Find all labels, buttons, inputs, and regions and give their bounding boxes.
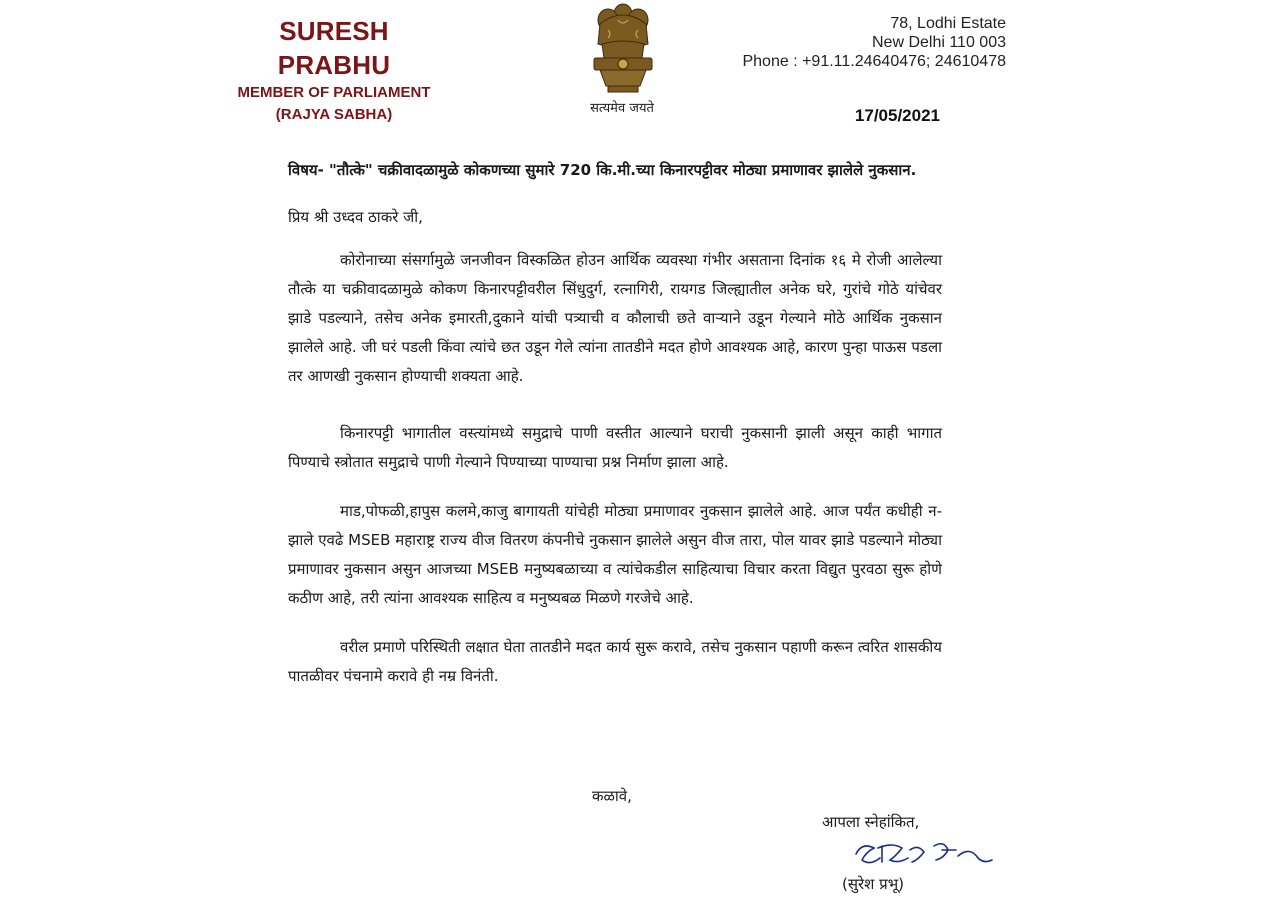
letter-salutation: प्रिय श्री उध्दव ठाकरे जी, — [288, 208, 423, 226]
address-line-2: New Delhi 110 003 — [871, 34, 1006, 51]
letterhead-sender — [220, 14, 448, 126]
closing-kalave: कळावे, — [592, 787, 632, 805]
letter-subject: विषय- "तौत्के" चक्रीवादळामुळे कोकणच्या सुमारे 720 कि.मी.च्या किनारपट्टीवर मोठ्या प्रमाणावर झालेले नुकसान. — [288, 161, 917, 179]
signed-name: (सुरेश प्रभू) — [842, 875, 905, 893]
handwritten-signature — [852, 836, 994, 872]
letter-paragraph-4: वरील प्रमाणे परिस्थिती लक्षात घेता तातडीने मदत कार्य सुरू करावे, तसेच नुकसान पहाणी करून त्वरित शासकीय पातळीवर पंचनामे करावे ही नम्र विनंती. — [288, 638, 942, 685]
letter-paragraph-3: माड,पोफळी,हापुस कलमे,काजु बागायती यांचेही मोठ्या प्रमाणावर नुकसान झालेले आहे. आज पर्यंत कधीही न-झाले एवढे MSEB महाराष्ट्र राज्य वीज वितरण कंपनीचे नुकसान झालेले असुन वीज तारा, पोल यावर झाडे पडल्याने मोठ्या प्रमाणावर नुकसान असुन आजच्या MSEB मनुष्यबळाच्या व त्यांचेकडील साहित्याचा विचार करता विद्युत पुरवठा सुरू होणे कठीण आहे, तरी त्यांना आवश्यक साहित्य व मनुष्यबळ मिळणे गरजेचे आहे. — [288, 502, 942, 607]
emblem-motto: सत्यमेव जयते — [590, 101, 654, 116]
letter-paragraph-1: कोरोनाच्या संसर्गामुळे जनजीवन विस्कळित होउन आर्थिक व्यवस्था गंभीर असताना दिनांक १६ मे रोजी आलेल्या तौत्के या चक्रीवादळामुळे कोकण किनारपट्टीवरील सिंधुदुर्ग, रत्नागिरी, रायगड जिल्ह्यातील अनेक घरे, गुरांचे गोठे यांचेवर झाडे पडल्याने, तसेच अनेक इमारती,दुकाने यांची पत्र्याची व कौलाची छते वाऱ्याने उडून गेल्याने मोठे आर्थिक नुकसान झालेले आहे. जी घरं पडली किंवा त्यांचे छत उडून गेले त्यांना तातडीने मदत होणे आवश्यक आहे, कारण पुन्हा पाऊस पडला तर आणखी नुकसान होण्याची शक्यता आहे. — [288, 251, 942, 385]
sender-address — [742, 14, 1006, 71]
letter-paragraph-2: किनारपट्टी भागातील वस्त्यांमध्ये समुद्राचे पाणी वस्तीत आल्याने घराची नुकसानी झाली असून काही भागात पिण्याचे स्त्रोतात समुद्राचे पाणी गेल्याने पिण्याच्या पाण्याचा प्रश्न निर्माण झाला आहे. — [288, 424, 942, 471]
sender-house: (RAJYA SABHA) — [275, 106, 393, 123]
closing-regards: आपला स्नेहांकित, — [822, 813, 920, 831]
phone-number: Phone : +91.11.24640476; 24610478 — [742, 53, 1006, 70]
sender-name: SURESH PRABHU — [277, 16, 391, 80]
letter-body — [288, 156, 942, 711]
letter-date: 17/05/2021 — [854, 106, 940, 125]
sender-designation: MEMBER OF PARLIAMENT — [237, 84, 431, 101]
address-line-1: 78, Lodhi Estate — [890, 15, 1006, 32]
